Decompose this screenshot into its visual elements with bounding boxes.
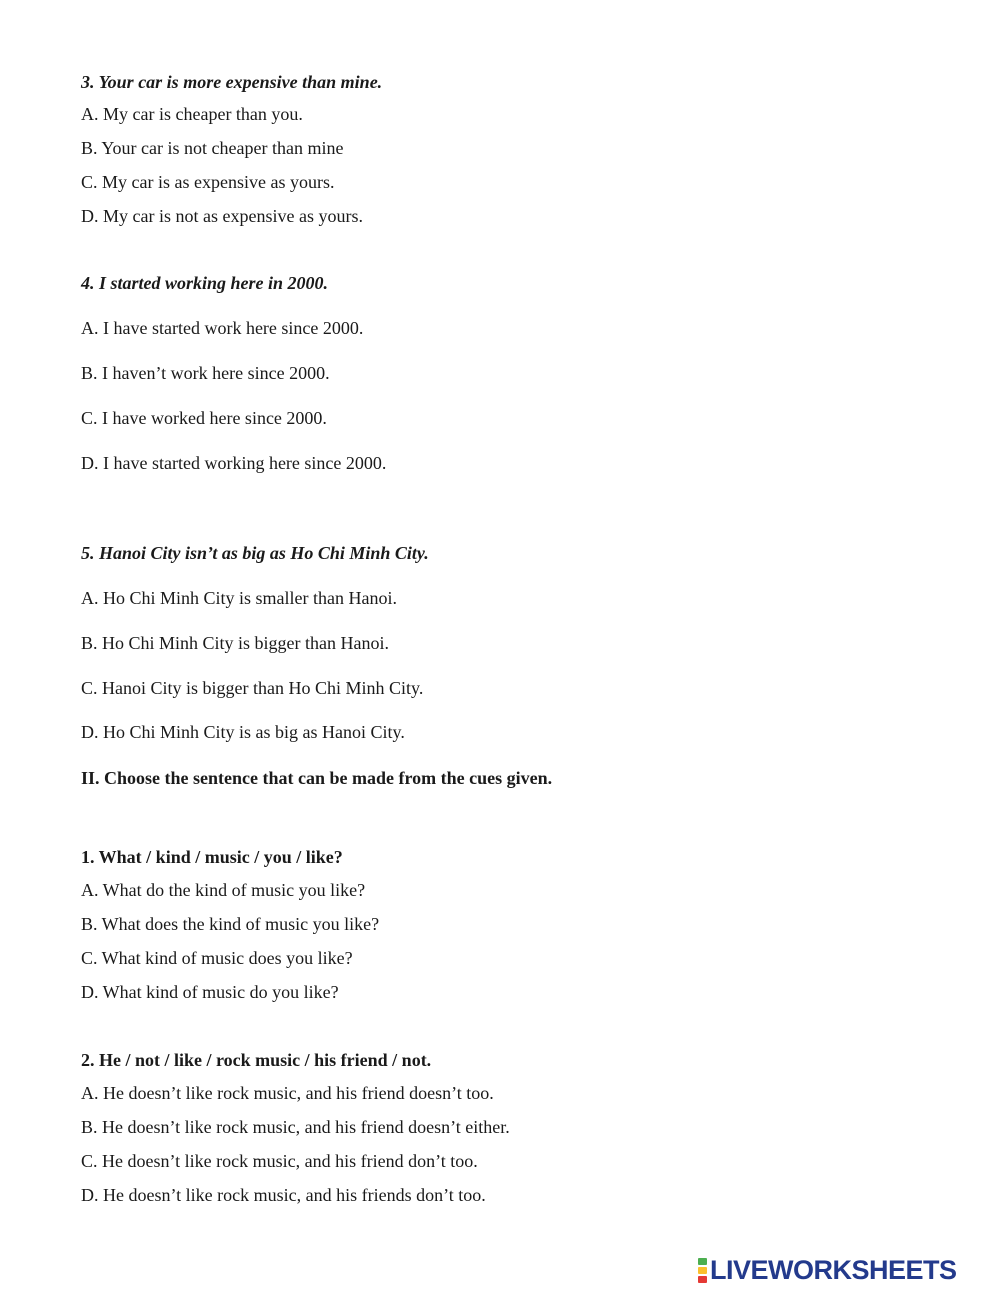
section-2-question-1-option-d[interactable]: D. What kind of music do you like? [81, 982, 339, 1002]
logo-mark-block [698, 1276, 707, 1283]
question-5-prompt: 5. Hanoi City isn’t as big as Ho Chi Minh City. [81, 543, 429, 563]
question-3-option-c[interactable]: C. My car is as expensive as yours. [81, 172, 335, 192]
section-2-question-2-prompt: 2. He / not / like / rock music / his friend / not. [81, 1050, 432, 1070]
section-2-question-2-option-b[interactable]: B. He doesn’t like rock music, and his friend doesn’t either. [81, 1117, 510, 1137]
section-2-question-1-option-a[interactable]: A. What do the kind of music you like? [81, 880, 366, 900]
question-3-prompt: 3. Your car is more expensive than mine. [81, 72, 383, 92]
liveworksheets-logo-text: LIVEWORKSHEETS [710, 1254, 957, 1285]
question-5-option-c[interactable]: C. Hanoi City is bigger than Ho Chi Minh City. [81, 678, 424, 698]
logo-mark-block [698, 1258, 707, 1265]
section-2-heading: II. Choose the sentence that can be made from the cues given. [81, 768, 553, 788]
section-2-question-1-prompt: 1. What / kind / music / you / like? [81, 847, 343, 867]
liveworksheets-logo-icon [698, 1258, 707, 1283]
logo-mark-block [698, 1267, 707, 1274]
question-4-option-a[interactable]: A. I have started work here since 2000. [81, 318, 364, 338]
question-3-option-a[interactable]: A. My car is cheaper than you. [81, 104, 303, 124]
section-2-question-2-option-c[interactable]: C. He doesn’t like rock music, and his friend don’t too. [81, 1151, 478, 1171]
question-4-option-b[interactable]: B. I haven’t work here since 2000. [81, 363, 330, 383]
section-2-question-2-option-a[interactable]: A. He doesn’t like rock music, and his friend doesn’t too. [81, 1083, 494, 1103]
question-5-option-b[interactable]: B. Ho Chi Minh City is bigger than Hanoi. [81, 633, 389, 653]
question-3-option-d[interactable]: D. My car is not as expensive as yours. [81, 206, 363, 226]
section-2-question-2-option-d[interactable]: D. He doesn’t like rock music, and his friends don’t too. [81, 1185, 486, 1205]
liveworksheets-logo [698, 1255, 957, 1285]
section-2-question-1-option-c[interactable]: C. What kind of music does you like? [81, 948, 353, 968]
question-4-option-c[interactable]: C. I have worked here since 2000. [81, 408, 327, 428]
question-3-option-b[interactable]: B. Your car is not cheaper than mine [81, 138, 344, 158]
question-5-option-d[interactable]: D. Ho Chi Minh City is as big as Hanoi City. [81, 722, 405, 742]
question-4-prompt: 4. I started working here in 2000. [81, 273, 329, 293]
section-2-question-1-option-b[interactable]: B. What does the kind of music you like? [81, 914, 380, 934]
question-4-option-d[interactable]: D. I have started working here since 2000. [81, 453, 387, 473]
question-5-option-a[interactable]: A. Ho Chi Minh City is smaller than Hanoi. [81, 588, 397, 608]
